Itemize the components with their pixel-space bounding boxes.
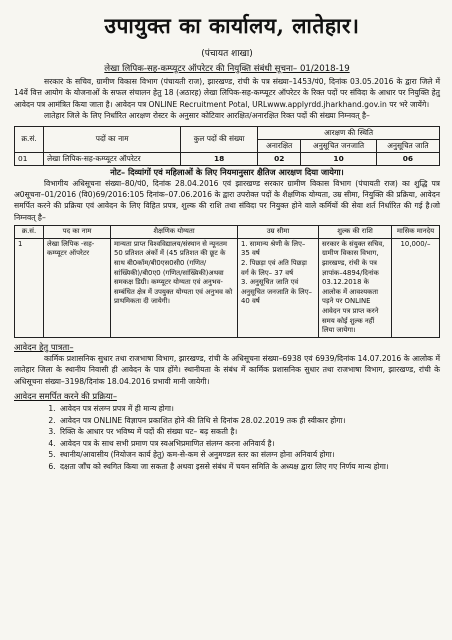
cell-sc: 10	[301, 152, 377, 165]
reservation-intro: लातेहार जिले के लिए निर्धारित आरक्षण रोस्टर के अनुसार कोटिवार आरक्षित/अनारक्षित रिक्त पदों की संख्या निम्नवत् है–	[44, 111, 370, 121]
cell-qualification: मान्यता प्राप्त विश्वविद्यालय/संस्थान से न्यूनतम 50 प्रतिशत अंकों में (45 प्रतिशत की छूट के साथ बी0कॉम/बी0एस0सी0 (गणित/सांख्यिकी)/बी0ए0 (गणित/सांख्यिकी)अथवा समकक्ष डिग्री। कम्प्यूटर योग्यता एवं अनुभव- सम्बंधित क्षेत्र में उपयुक्त योग्यता एवं अनुभव को प्राथमिकता दी जायेगी।	[111, 238, 238, 337]
col-qualification: शैक्षणिक योग्यता	[111, 226, 238, 239]
eligibility-text: कार्मिक प्रशासनिक सुधार तथा राजभाषा विभाग, झारखण्ड, रांची के अधिसूचना संख्या–6938 एवं 6939/दिनांक 14.07.2016 के आलोक में लातेहार जिला के स्थानीय निवासी ही आवेदन के पात्र होंगे। स्थानीयता के संबंध में कार्मिक प्रशासनिक सुधार तथा राजभाषा विभाग, झारखण्ड, रांची के अधिसूचना संख्या–3198/दिनांक 18.04.2016 प्रभावी मानी जायेगी।	[14, 353, 440, 386]
reservation-note: नोट– दिव्यांगों एवं महिलाओं के लिए नियमानुसार क्षैतिज आरक्षण दिया जायेगा।	[110, 166, 344, 177]
age-general: 1. सामान्य श्रेणी के लिए– 35 वर्ष	[241, 239, 306, 258]
col-post: पद का नाम	[44, 226, 111, 239]
office-title: उपायुक्त का कार्यालय, लातेहार।	[104, 13, 360, 38]
cell-unreserved: 02	[258, 152, 301, 165]
col-post: पदों का नाम	[44, 126, 181, 152]
col-sn: क्र.सं.	[15, 126, 44, 152]
col-fee: शुल्क की राशि	[319, 226, 392, 239]
notification-paragraph: विभागीय अधिसूचना संख्या–80/पं0, दिनांक 28.04.2016 एवं झारखण्ड सरकार ग्रामीण विकास विभाग (पंचायती राज) का शुद्धि पत्र अ0सूचना–01/2016 (वि0)69/2016:105 दिनांक–07.06.2016 के द्वारा उपरोक्त पदों के शैक्षणिक योग्यता, उम्र सीमा, नियुक्ति की प्रक्रिया, आवेदन समर्पित करने की प्रक्रिया एवं आवेदन के लिए विहित प्रपत्र, शुल्क की राशि तथा संविदा पर नियुक्त होने वाले कर्मियों की सेवा शर्त निर्धारित की गई है।जो निम्नवत् है–	[14, 178, 440, 222]
list-item: 5. स्थानीय/आवासीय (नियोजन कार्य हेतु) कम-से-कम से अनुमण्डल स्तर का संलग्न होना अनिवार्य होगा।	[58, 449, 440, 461]
list-item: 6. दक्षता जाँच को स्थगित किया जा सकता है अथवा इससे संबंध में चयन समिति के अध्यक्ष द्वारा लिए गए निर्णय मान्य होगा।	[58, 461, 440, 473]
eligibility-heading: आवेदन हेतु पात्रता–	[14, 341, 74, 352]
section-subtitle: (पंचायत शाखा)	[201, 49, 253, 59]
cell-post: लेखा लिपिक -सह-कम्प्यूटर ऑपरेटर	[44, 238, 111, 337]
col-salary: मासिक मानदेय	[392, 226, 440, 239]
col-sc: अनुसूचित जनजाति	[301, 139, 377, 152]
table-row	[15, 152, 440, 165]
eligibility-table	[14, 225, 440, 338]
cell-sn: 01	[15, 152, 44, 165]
cell-st: 06	[376, 152, 439, 165]
cell-post: लेखा लिपिक-सह-कम्प्यूटर ऑपरेटर	[44, 152, 181, 165]
intro-paragraph: सरकार के सचिव, ग्रामीण विकास विभाग (पंचायती राज), झारखण्ड, रांची के पत्र संख्या–1453/पं0, दिनांक 03.05.2016 के द्वारा जिले में 14वें वित्त आयोग के योजनाओं के सफल संचालन हेतु 18 (अठारह) लेखा लिपिक-सह-कम्प्यूटर ऑपरेटर के रिक्त पदों पर संविदा के आधार पर नियुक्ति हेतु आवेदन पत्र आमंत्रित किया जाता है। आवेदन पत्र ONLINE Recruitment Potal, URLwww.applyrdd.jharkhand.gov.in पर भरे जायेंगे।	[14, 77, 440, 109]
col-unreserved: अनारक्षित	[258, 139, 301, 152]
age-sc-st: 3. अनुसूचित जाति एवं अनुसूचित जनजाति के लिए–40 वर्ष	[241, 278, 312, 306]
age-obc: 2. पिछड़ा एवं अति पिछड़ा वर्ग के लिए– 37 वर्ष	[241, 259, 307, 277]
vacancy-table	[14, 126, 440, 166]
table-row	[15, 238, 440, 337]
cell-sn: 1	[15, 238, 44, 337]
list-item: 4. आवेदन पत्र के साथ सभी प्रमाण पत्र स्वअभिप्रमाणित संलग्न करना अनिवार्य है।	[58, 438, 440, 450]
list-item: 2. आवेदन पत्र ONLINE विज्ञापन प्रकाशित होने की तिथि से दिनांक 28.02.2019 तक ही स्वीकार होगा।	[58, 415, 440, 427]
cell-age	[238, 238, 319, 337]
list-item: 3. रिक्ति के आधार पर भविष्य में पदों की संख्या घट– बढ़ सकती है।	[58, 426, 440, 438]
col-total: कुल पदों की संख्या	[181, 126, 258, 152]
cell-total: 18	[181, 152, 258, 165]
notice-subject: लेखा लिपिक-सह-कम्प्यूटर ऑपरेटर की नियुक्ति संबंधी सूचना– 01/2018-19	[104, 64, 350, 74]
cell-fee: सरकार के संयुक्त सचिव, ग्रामीण विकास विभाग, झारखण्ड, रांची के पत्र ज्ञापांक–4894/दिनांक 03.12.2018 के आलोक में आवश्यकता पड़ने पर ONLINE आवेदन पत्र प्राप्त करने समय कोई शुल्क नहीं लिया जायेगा।	[319, 238, 392, 337]
col-sn: क्र.सं.	[15, 226, 44, 239]
col-age: उम्र सीमा	[238, 226, 319, 239]
list-item: 1. आवेदन पत्र संलग्न प्रपत्र में ही मान्य होगा।	[58, 403, 440, 415]
process-list	[14, 403, 440, 473]
process-heading: आवेदन समर्पित करने की प्रक्रिया–	[14, 391, 118, 401]
col-st: अनुसूचित जाति	[376, 139, 439, 152]
col-reservation: आरक्षण की स्थिति	[258, 126, 440, 139]
cell-salary: 10,000/–	[392, 238, 440, 337]
